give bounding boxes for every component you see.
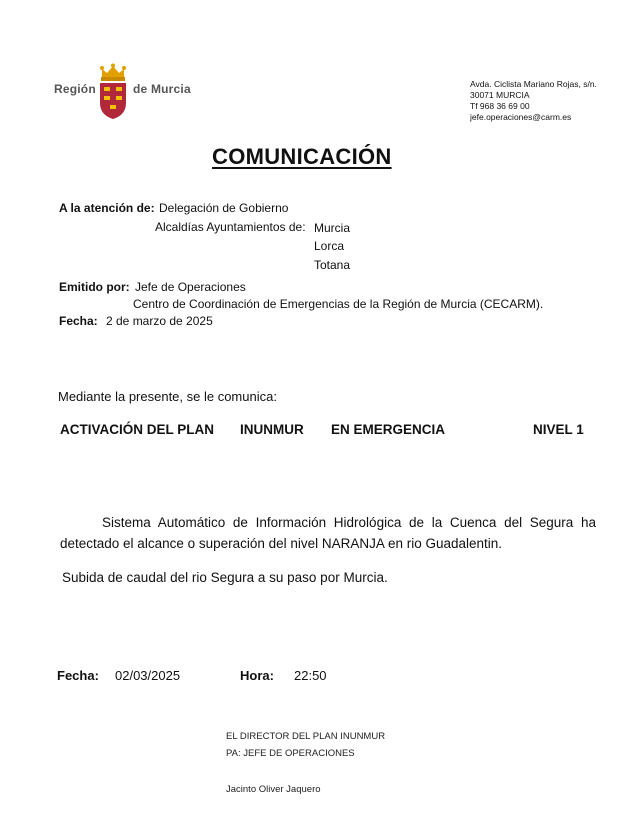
- footer-date-label: Fecha:: [57, 668, 99, 683]
- signature-subtitle: PA: JEFE DE OPERACIONES: [226, 748, 355, 759]
- address-line: Avda. Ciclista Mariano Rojas, s/n.: [470, 79, 597, 89]
- address-line: Tf 968 36 69 00: [470, 101, 530, 111]
- municipality-item: Totana: [314, 258, 351, 272]
- issuing-center: Centro de Coordinación de Emergencias de la Región de Murcia (CECARM).: [133, 297, 544, 311]
- logo-text-region: Región: [54, 82, 96, 96]
- footer-time: 22:50: [294, 668, 327, 683]
- date-label: Fecha:: [59, 314, 98, 328]
- body-paragraph: Sistema Automático de Información Hidrológica de la Cuenca del Segura ha detectado el alcance o superación del nivel NARANJA en rio Guadalentin.: [60, 515, 596, 551]
- municipality-item: Murcia: [314, 221, 351, 235]
- municipality-item: Lorca: [314, 239, 345, 253]
- signature-title: EL DIRECTOR DEL PLAN INUNMUR: [226, 731, 386, 742]
- issue-date: 2 de marzo de 2025: [106, 314, 213, 328]
- emergency-state: EN EMERGENCIA: [331, 422, 446, 437]
- issued-label: Emitido por:: [59, 280, 130, 294]
- intro-text: Mediante la presente, se le comunica:: [58, 389, 277, 404]
- attention-recipient: Delegación de Gobierno: [159, 201, 289, 215]
- document-title: COMUNICACIÓN: [212, 144, 392, 169]
- issued-by: Jefe de Operaciones: [135, 280, 246, 294]
- address-block: [470, 79, 597, 123]
- activation-prefix: ACTIVACIÓN DEL PLAN: [60, 422, 215, 437]
- plan-name: INUNMUR: [240, 422, 304, 437]
- attention-label: A la atención de:: [59, 201, 155, 215]
- region-murcia-crest: [97, 63, 129, 121]
- address-line: 30071 MURCIA: [470, 90, 530, 100]
- email-link[interactable]: jefe.operaciones@carm.es: [470, 112, 572, 122]
- footer-date: 02/03/2025: [115, 668, 181, 683]
- emergency-level: NIVEL 1: [533, 422, 584, 437]
- signatory-name: Jacinto Oliver Jaquero: [226, 784, 321, 795]
- body-paragraph-2: Subida de caudal del rio Segura a su paso por Murcia.: [62, 570, 388, 585]
- footer-time-label: Hora:: [240, 668, 274, 683]
- logo-text-murcia: de Murcia: [133, 82, 191, 96]
- crest-icon: [97, 63, 129, 121]
- councils-label: Alcaldías Ayuntamientos de:: [155, 220, 306, 234]
